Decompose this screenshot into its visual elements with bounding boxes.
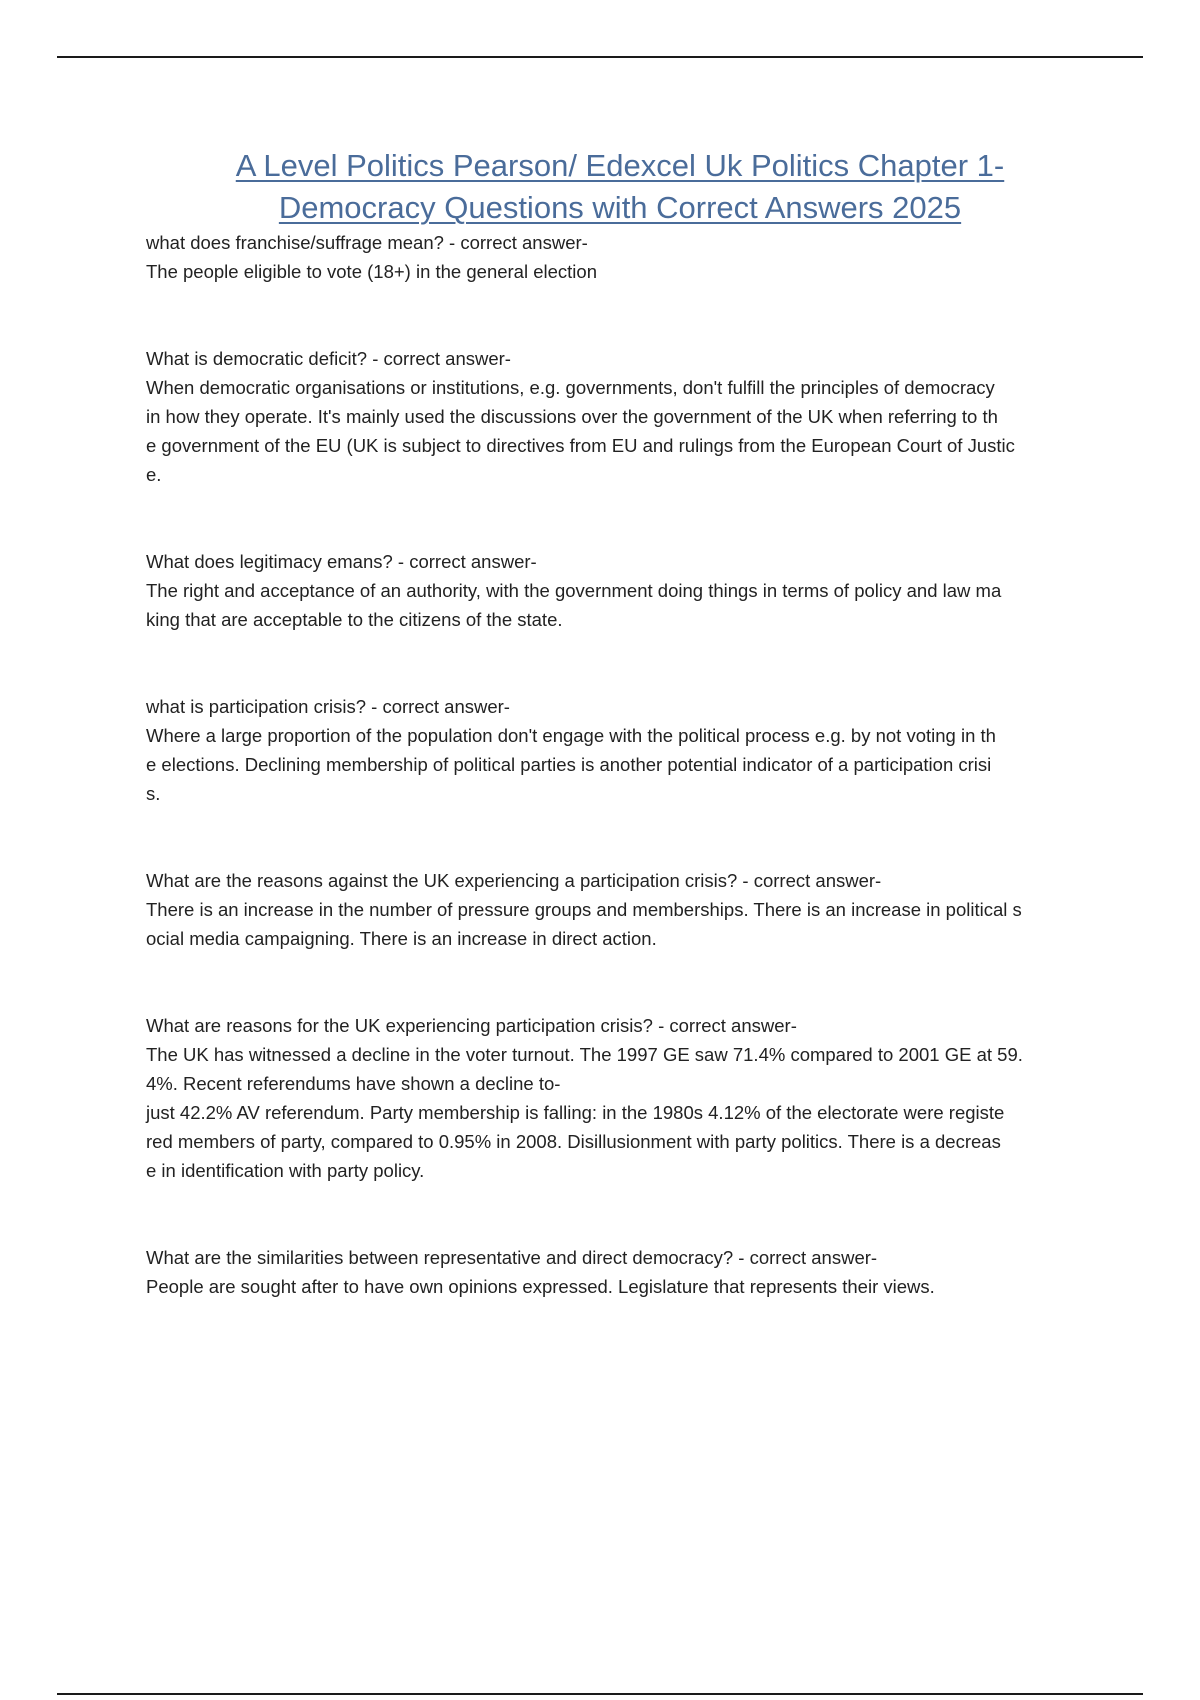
qa-item xyxy=(146,692,1086,808)
answer-line: The UK has witnessed a decline in the voter turnout. The 1997 GE saw 71.4% compared to 2001 GE at 59. xyxy=(146,1044,1023,1065)
question-text: What does legitimacy emans? - correct answer- xyxy=(146,551,537,572)
answer-text xyxy=(146,257,1086,286)
answer-line: e. xyxy=(146,464,162,485)
answer-text xyxy=(146,576,1086,634)
answer-line: ocial media campaigning. There is an increase in direct action. xyxy=(146,928,657,949)
answer-text xyxy=(146,721,1086,808)
qa-item xyxy=(146,1011,1086,1185)
answer-text xyxy=(146,1040,1086,1185)
answer-line: Where a large proportion of the population don't engage with the political process e.g. by not voting in th xyxy=(146,725,996,746)
answer-line: There is an increase in the number of pressure groups and memberships. There is an increase in political s xyxy=(146,899,1022,920)
qa-item xyxy=(146,228,1086,286)
answer-line: People are sought after to have own opinions expressed. Legislature that represents their views. xyxy=(146,1276,935,1297)
question-text: what is participation crisis? - correct answer- xyxy=(146,696,510,717)
answer-text xyxy=(146,1272,1086,1301)
title-line-2: Democracy Questions with Correct Answers 2025 xyxy=(278,190,962,225)
answer-line: The people eligible to vote (18+) in the general election xyxy=(146,261,597,282)
document-title[interactable] xyxy=(140,145,1100,229)
answer-text xyxy=(146,373,1086,489)
answer-line: in how they operate. It's mainly used the discussions over the government of the UK when referring to th xyxy=(146,406,998,427)
answer-text xyxy=(146,895,1086,953)
question-text: what does franchise/suffrage mean? - correct answer- xyxy=(146,232,588,253)
answer-line: s. xyxy=(146,783,161,804)
qa-item xyxy=(146,866,1086,953)
qa-item xyxy=(146,344,1086,489)
answer-line: red members of party, compared to 0.95% in 2008. Disillusionment with party politics. There is a decreas xyxy=(146,1131,1001,1152)
title-line-1: A Level Politics Pearson/ Edexcel Uk Politics Chapter 1- xyxy=(235,148,1005,183)
answer-line: king that are acceptable to the citizens of the state. xyxy=(146,609,563,630)
answer-line: just 42.2% AV referendum. Party membership is falling: in the 1980s 4.12% of the electorate were registe xyxy=(146,1102,1005,1123)
question-text: What are reasons for the UK experiencing participation crisis? - correct answer- xyxy=(146,1015,797,1036)
question-text: What are the reasons against the UK experiencing a participation crisis? - correct answer- xyxy=(146,870,882,891)
answer-line: The right and acceptance of an authority, with the government doing things in terms of policy and law ma xyxy=(146,580,1002,601)
answer-line: When democratic organisations or institutions, e.g. governments, don't fulfill the principles of democracy xyxy=(146,377,995,398)
top-rule xyxy=(57,56,1143,58)
answer-line: e government of the EU (UK is subject to directives from EU and rulings from the European Court of Justic xyxy=(146,435,1015,456)
bottom-rule xyxy=(57,1693,1143,1695)
qa-list xyxy=(146,228,1086,1301)
answer-line: e in identification with party policy. xyxy=(146,1160,425,1181)
answer-line: e elections. Declining membership of political parties is another potential indicator of a participation crisi xyxy=(146,754,992,775)
qa-item xyxy=(146,547,1086,634)
question-text: What is democratic deficit? - correct answer- xyxy=(146,348,511,369)
answer-line: 4%. Recent referendums have shown a decline to- xyxy=(146,1073,561,1094)
question-text: What are the similarities between representative and direct democracy? - correct answer- xyxy=(146,1247,878,1268)
qa-item xyxy=(146,1243,1086,1301)
